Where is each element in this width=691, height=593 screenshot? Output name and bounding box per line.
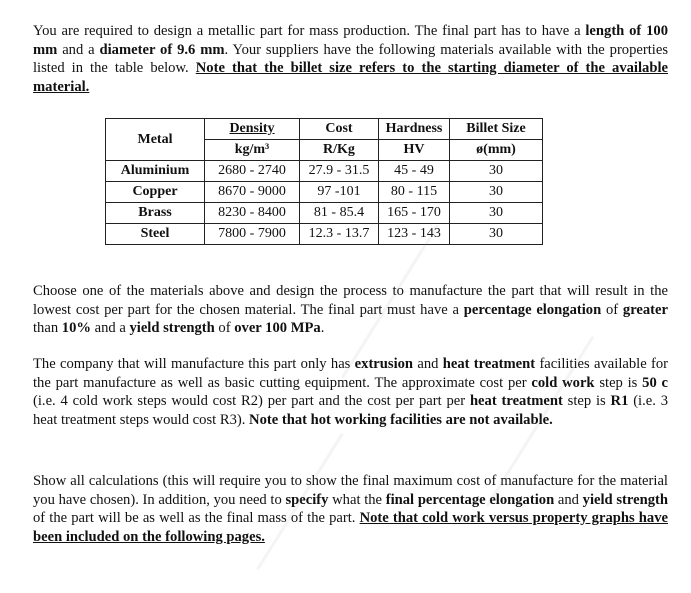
hardness-value: 45 - 49 <box>379 161 450 182</box>
requirements-text: than <box>33 320 62 336</box>
calculations-text: and <box>554 491 583 508</box>
diameter-spec: diameter of 9.6 mm <box>99 41 225 58</box>
calculations-paragraph <box>33 472 668 546</box>
graphs-note: Note that cold work versus property graphs have been included on the following pages. <box>33 510 668 545</box>
length-spec: length of 100 mm <box>33 23 668 58</box>
requirements-text: of <box>601 301 623 318</box>
materials-table <box>105 118 543 245</box>
billet-value: 30 <box>450 224 543 245</box>
facilities-text: facilities available for the part manufacture as well as basic cutting equipment. The approximate cost per <box>33 356 669 391</box>
hardness-value: 123 - 143 <box>379 224 450 245</box>
cost-value: 97 -101 <box>300 182 379 203</box>
elongation-value: 10% <box>61 320 91 336</box>
cold-work-term: cold work <box>531 374 595 391</box>
calculations-text: of the part will be as well as the final mass of the part. <box>33 510 360 526</box>
facilities-paragraph <box>33 355 668 429</box>
facilities-text: step is <box>562 393 611 409</box>
requirements-text: of <box>214 320 235 336</box>
heat-treatment-term: heat treatment <box>442 356 536 372</box>
facilities-text: (i.e. 3 heat treatment steps would cost R3). <box>33 393 668 428</box>
metal-name: Aluminium <box>106 161 205 182</box>
density-value: 2680 - 2740 <box>205 161 300 182</box>
requirements-text: and a <box>90 320 130 336</box>
header-metal: Metal <box>106 119 205 161</box>
facilities-text: The company that will manufacture this part only has <box>33 356 355 372</box>
unit-cost: R/Kg <box>300 140 379 161</box>
header-cost: Cost <box>300 119 379 140</box>
billet-value: 30 <box>450 182 543 203</box>
density-value: 8670 - 9000 <box>205 182 300 203</box>
calculations-text: Show all calculations (this will require you to show the final maximum cost of manufacture for the material you have chosen). In addition, you need to <box>33 473 668 508</box>
elongation-term: percentage elongation <box>463 301 602 318</box>
extrusion-term: extrusion <box>354 356 414 372</box>
greater-term: greater <box>622 301 668 318</box>
header-billet: Billet Size <box>450 119 543 140</box>
billet-note: Note that the billet size refers to the starting diameter of the available material. <box>33 60 668 95</box>
final-elongation-term: final percentage elongation <box>385 491 555 508</box>
unit-density: kg/m³ <box>205 140 300 161</box>
yield-value: over 100 MPa <box>234 320 321 336</box>
cold-work-cost: 50 c <box>642 374 669 391</box>
header-density: Density <box>205 119 300 140</box>
yield-strength-term: yield strength <box>582 491 668 508</box>
hardness-value: 80 - 115 <box>379 182 450 203</box>
table-row <box>106 224 543 245</box>
table-header-row <box>106 119 543 140</box>
cost-value: 81 - 85.4 <box>300 203 379 224</box>
billet-value: 30 <box>450 161 543 182</box>
unit-hardness: HV <box>379 140 450 161</box>
requirements-paragraph <box>33 282 668 338</box>
requirements-text: . <box>320 320 325 336</box>
hot-working-note: Note that hot working facilities are not available. <box>249 411 553 428</box>
facilities-text: and <box>413 356 443 372</box>
specify-term: specify <box>285 491 329 508</box>
facilities-text: step is <box>594 374 643 391</box>
density-value: 7800 - 7900 <box>205 224 300 245</box>
intro-text: You are required to design a metallic part for mass production. The final part has to have a <box>33 23 586 39</box>
requirements-text: Choose one of the materials above and design the process to manufacture the part that will result in the lowest cost per part for the chosen material. The final part must have a <box>33 283 668 318</box>
table-row <box>106 182 543 203</box>
yield-term: yield strength <box>129 320 215 336</box>
intro-paragraph <box>33 22 668 96</box>
metal-name: Brass <box>106 203 205 224</box>
intro-text: . Your suppliers have the following materials available with the properties listed in the table below. <box>33 41 669 76</box>
billet-value: 30 <box>450 203 543 224</box>
intro-text: and a <box>57 41 100 58</box>
table-row <box>106 203 543 224</box>
cost-value: 12.3 - 13.7 <box>300 224 379 245</box>
unit-billet: ø(mm) <box>450 140 543 161</box>
table-row <box>106 161 543 182</box>
metal-name: Steel <box>106 224 205 245</box>
heat-treatment-term: heat treatment <box>469 393 563 409</box>
facilities-text: (i.e. 4 cold work steps would cost R2) per part and the cost per part per <box>33 393 470 409</box>
density-value: 8230 - 8400 <box>205 203 300 224</box>
metal-name: Copper <box>106 182 205 203</box>
hardness-value: 165 - 170 <box>379 203 450 224</box>
cost-value: 27.9 - 31.5 <box>300 161 379 182</box>
heat-treatment-cost: R1 <box>610 393 629 409</box>
header-hardness: Hardness <box>379 119 450 140</box>
calculations-text: what the <box>328 491 386 508</box>
